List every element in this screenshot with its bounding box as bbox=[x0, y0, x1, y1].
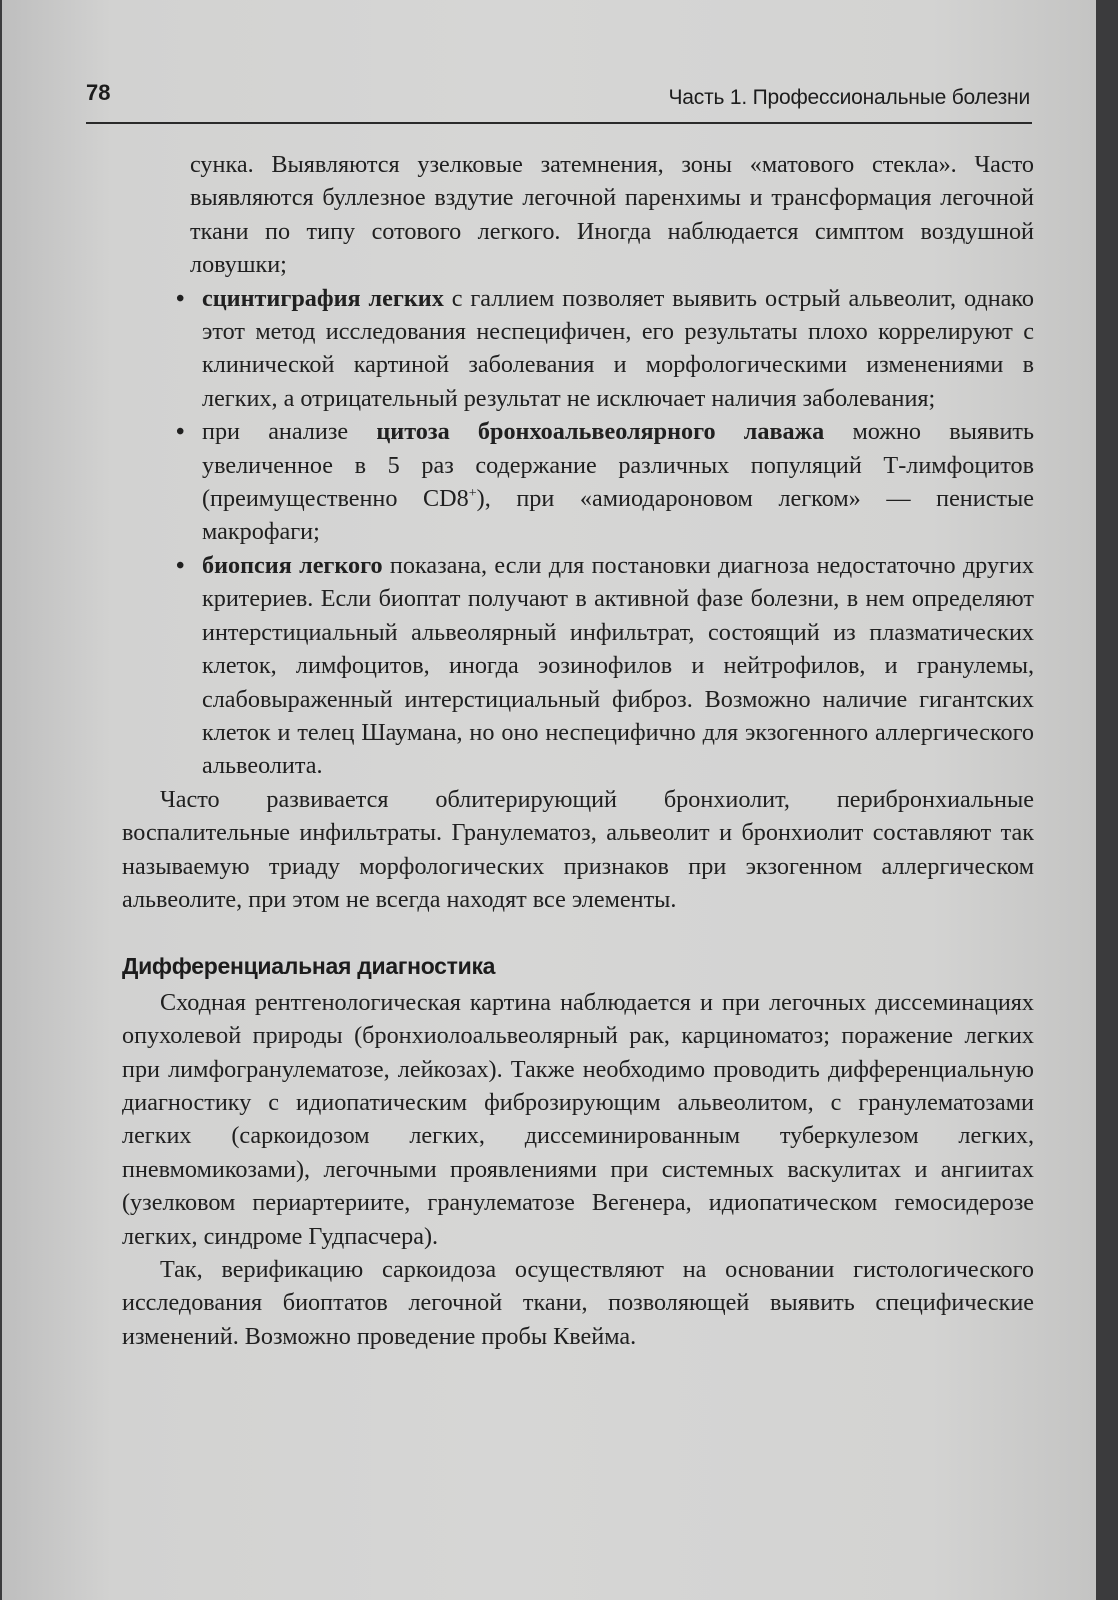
bullet-text: с галлием позволяет выявить острый альвеолит, однако этот метод исследования неспецифичен, его результаты плохо коррелируют с клинической картиной заболевания и морфологическими изменениями в легких, а отрицательный результат не исключает наличия заболевания; bbox=[202, 284, 1034, 412]
bullet-list bbox=[122, 282, 1034, 783]
bullet-text: показана, если для постановки диагноза недостаточно других критериев. Если биоптат получают в активной фазе болезни, в нем определяют интерстициальный альвеолярный инфильтрат, состоящий из плазматических клеток, лимфоцитов, иногда эозинофилов и нейтрофилов, и гранулемы, слабовыраженный интерстициальный фиброз. Возможно наличие гигантских клеток и телец Шаумана, но оно неспецифично для экзогенного аллергического альвеолита. bbox=[202, 551, 1035, 780]
bullet-text: можно выявить увеличенное в 5 раз содержание различных популяций Т-лимфоцитов (преимущественно CD8 bbox=[202, 418, 1034, 513]
superscript-plus: + bbox=[468, 486, 477, 501]
bullet-item-biopsy bbox=[122, 549, 1034, 783]
bullet-marker: • bbox=[176, 418, 185, 446]
bullet-item-lavage bbox=[122, 415, 1034, 549]
bullet-term: сцинтиграфия легких bbox=[202, 284, 444, 312]
bullet-marker: • bbox=[176, 284, 185, 312]
book-page bbox=[2, 0, 1096, 1600]
page-number: 78 bbox=[86, 80, 111, 105]
running-title: Часть 1. Профессиональные болезни bbox=[668, 86, 1030, 109]
paragraph-sarcoidosis: Так, верификацию саркоидоза осуществляют на основании гистологического исследования биоптатов легочной ткани, позволяющей выявить специфические изменений. Возможно проведение пробы Квейма. bbox=[122, 1256, 1034, 1350]
bullet-pre-text: при анализе bbox=[202, 418, 377, 446]
bullet-term: биопсия легкого bbox=[202, 551, 383, 579]
continuation-text: сунка. Выявляются узелковые затемнения, зоны «матового стекла». Часто выявляются буллезное вздутие легочной паренхимы и трансформация легочной ткани по типу сотового легкого. Иногда наблюдается симптом воздушной ловушки; bbox=[190, 151, 1034, 279]
bullet-marker: • bbox=[176, 551, 185, 579]
bullet-item-scintigraphy bbox=[122, 282, 1034, 416]
page-header bbox=[86, 78, 1032, 124]
bullet-term: цитоза бронхоальвеолярного лаважа bbox=[376, 418, 825, 446]
section-heading: Дифференциальная диагностика bbox=[122, 953, 496, 980]
paragraph-differential: Сходная рентгенологическая картина наблюдается и при легочных диссеминациях опухолевой природы (бронхиолоальвеолярный рак, карциноматоз; поражение легких при лимфогранулематозе, лейкозах). Также необходимо проводить дифференциальную диагностику с идиопатическим фиброзирующим альвеолитом, с гранулематозами легких (саркоидозом легких, диссеминированным туберкулезом легких, пневмомикозами), легочными проявлениями при системных васкулитах и ангиитах (узелковом периартериите, гранулематозе Вегенера, идиопатическом гемосидерозе легких, синдроме Гудпасчера). bbox=[122, 988, 1034, 1250]
paragraph-bronchiolitis: Часто развивается облитерирующий бронхиолит, перибронхиальные воспалительные инфильтраты. Гранулематоз, альвеолит и бронхиолит составляют так называемую триаду морфологических признаков при экзогенном аллергическом альвеолите, при этом не всегда находят все элементы. bbox=[122, 785, 1034, 913]
bullet-text-tail: ), при «амиодароновом легком» — пенистые макрофаги; bbox=[202, 485, 1034, 546]
page-body bbox=[122, 148, 1034, 1353]
